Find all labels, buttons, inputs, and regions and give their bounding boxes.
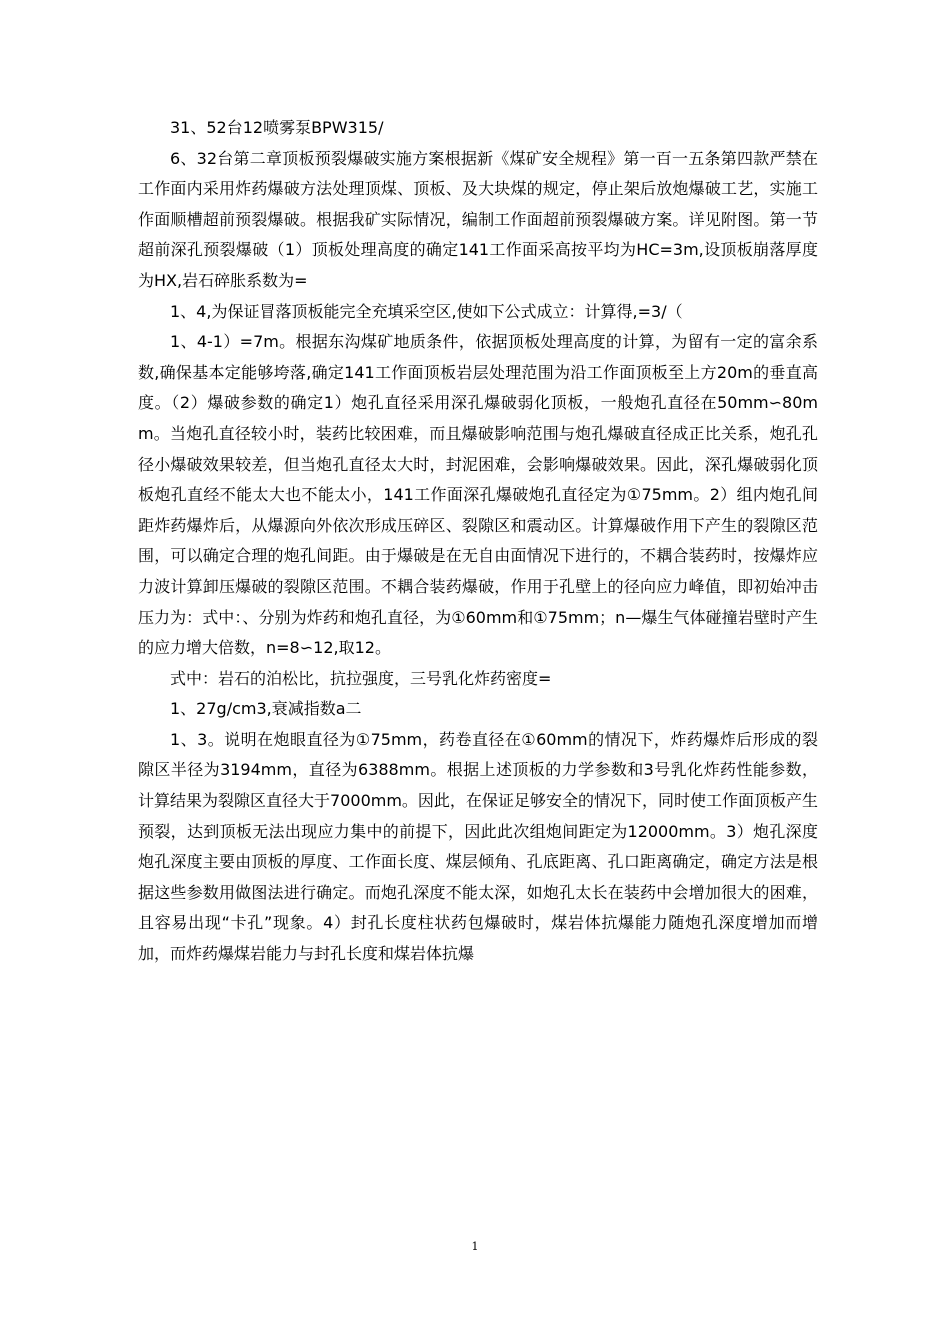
paragraph-spray-pump: 31、52台12喷雾泵BPW315/ [170,118,384,137]
paragraph-fill-goaf: 1、4,为保证冒落顶板能完全充填采空区,使如下公式成立：计算得,=3/（ [170,301,683,321]
paragraph-density: 1、27g/cm3,衰减指数a二 [170,699,362,719]
paragraph-blasting-plan: 6、32台第二章顶板预裂爆破实施方案根据新《煤矿安全规程》第一百一五条第四款严禁在工作面内采用炸药爆破方法处理顶煤、顶板、及大块煤的规定，停止架后放炮爆破工艺，实施工作面顺槽超前预裂爆破。根据我矿实际情况，编制工作面超前预裂爆破方案。详见附图。第一节超前深孔预裂爆破（1）顶板处理高度的确定141工作面采高按平均为HC=3m,设顶板崩落厚度为HX,岩石碎胀系数为= [138,148,818,290]
paragraph-crack-zone: 1、3。说明在炮眼直径为①75mm，药卷直径在①60mm的情况下，炸药爆炸后形成的裂隙区半径为3194mm，直径为6388mm。根据上述顶板的力学参数和3号乳化炸药性能参数，计算结果为裂隙区直径大于7000mm。因此，在保证足够安全的情况下，同时使工作面顶板产生预裂，达到顶板无法出现应力集中的前提下，因此此次组炮间距定为12000mm。3）炮孔深度炮孔深度主要由顶板的厚度、工作面长度、煤层倾角、孔底距离、孔口距离确定，确定方法是根据这些参数用做图法进行确定。而炮孔深度不能太深，如炮孔太长在装药中会增加很大的困难，且容易出现“卡孔”现象。4）封孔长度柱状药包爆破时，煤岩体抗爆能力随炮孔深度增加而增加，而炸药爆煤岩能力与封孔长度和煤岩体抗爆 [138,729,818,964]
paragraph-blast-parameters: 1、4-1）=7m。根据东沟煤矿地质条件，依据顶板处理高度的计算，为留有一定的富余系数,确保基本定能够垮落,确定141工作面顶板岩层处理范围为沿工作面顶板至上方20m的垂直高度。（2）爆破参数的确定1）炮孔直径采用深孔爆破弱化顶板，一般炮孔直径在50mm∽80mm。当炮孔直径较小时，装药比较困难，而且爆破影响范围与炮孔爆破直径成正比关系，炮孔孔径小爆破效果较差，但当炮孔直径太大时，封泥困难，会影响爆破效果。因此，深孔爆破弱化顶板炮孔直经不能太大也不能太小，141工作面深孔爆破炮孔直径定为①75mm。2）组内炮孔间距炸药爆炸后，从爆源向外依次形成压碎区、裂隙区和震动区。计算爆破作用下产生的裂隙区范围，可以确定合理的炮孔间距。由于爆破是在无自由面情况下进行的，不耦合装药时，按爆炸应力波计算卸压爆破的裂隙区范围。不耦合装药爆破，作用于孔壁上的径向应力峰值，即初始冲击压力为：式中：、分别为炸药和炮孔直径，为①60mm和①75mm；n—爆生气体碰撞岩壁时产生的应力增大倍数，n=8∽12,取12。 [138,332,818,658]
paragraph-rock-properties: 式中：岩石的泊松比，抗拉强度，三号乳化炸药密度= [170,668,552,688]
page-number: 1 [471,1240,479,1253]
document-body [138,113,818,970]
